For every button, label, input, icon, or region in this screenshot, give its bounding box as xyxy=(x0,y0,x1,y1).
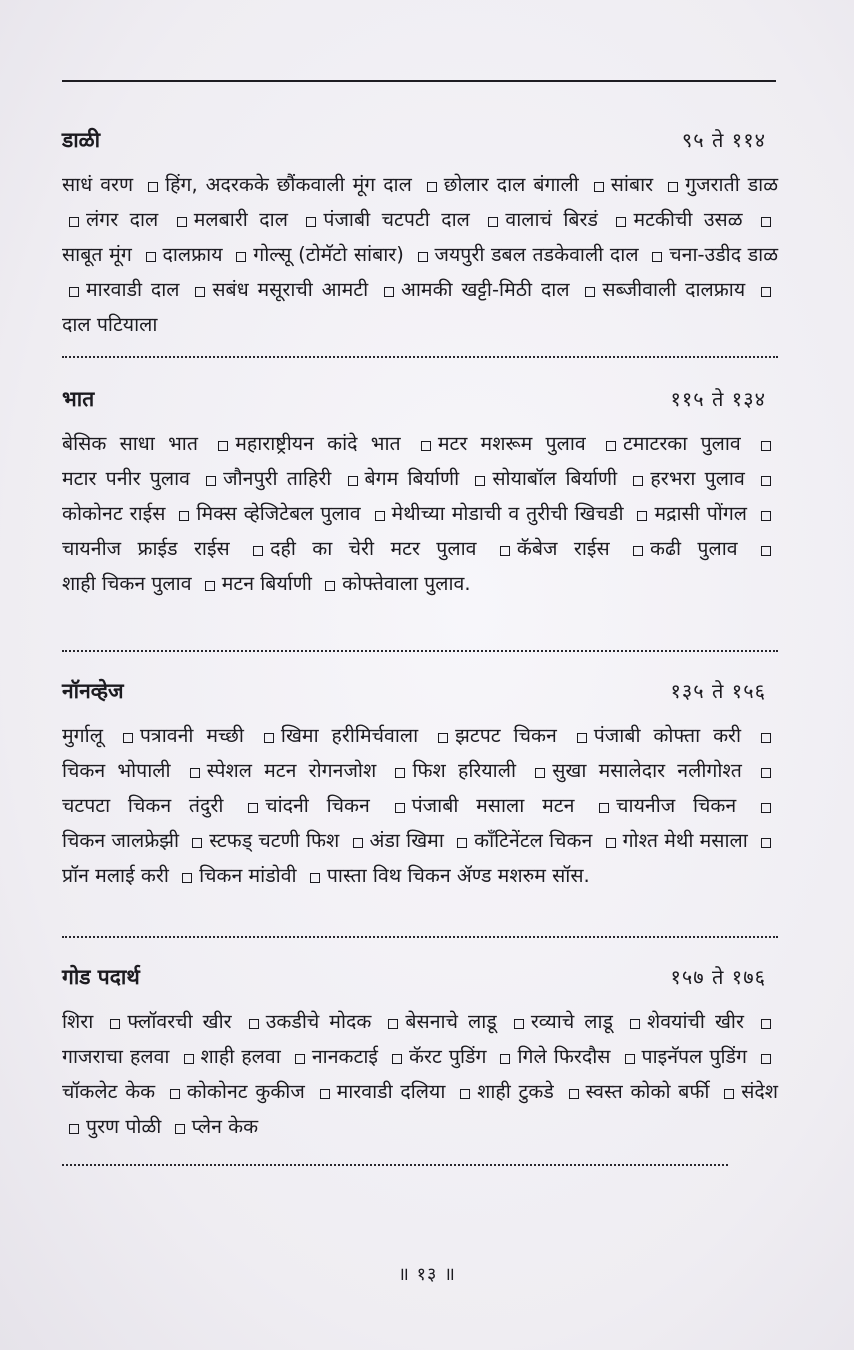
square-bullet-icon xyxy=(535,768,545,778)
recipe-item: जयपुरी डबल तडकेवाली दाल xyxy=(434,243,639,266)
recipe-list xyxy=(62,1004,778,1144)
square-bullet-icon xyxy=(175,1124,185,1134)
section-nonveg xyxy=(62,676,778,893)
recipe-item: कोफ्तेवाला पुलाव xyxy=(342,572,465,595)
recipe-item: कढी पुलाव xyxy=(650,537,738,560)
square-bullet-icon xyxy=(761,733,771,743)
recipe-item: हिंग, अदरकके छौंकवाली मूंग दाल xyxy=(165,173,412,196)
recipe-item: पत्रावनी मच्छी xyxy=(139,724,244,747)
square-bullet-icon xyxy=(761,803,771,813)
recipe-item: लंगर दाल xyxy=(86,208,159,231)
recipe-item: जौनपुरी ताहिरी xyxy=(223,467,332,490)
recipe-item: पंजाबी चटपटी दाल xyxy=(323,208,470,231)
square-bullet-icon xyxy=(585,287,595,297)
recipe-item: चांदनी चिकन xyxy=(265,794,370,817)
recipe-item: प्रॉन मलाई करी xyxy=(62,864,169,887)
square-bullet-icon xyxy=(427,182,437,192)
square-bullet-icon xyxy=(253,546,263,556)
recipe-item: चायनीज चिकन xyxy=(616,794,737,817)
square-bullet-icon xyxy=(514,1019,524,1029)
recipe-item: खिमा हरीमिर्चवाला xyxy=(280,724,419,747)
section-page-range: ९५ ते ११४ xyxy=(681,128,766,152)
recipe-item: गुजराती डाळ xyxy=(685,173,779,196)
recipe-item: कॉंटिनेंटल चिकन xyxy=(474,829,593,852)
list-end-punctuation: . xyxy=(464,572,471,595)
square-bullet-icon xyxy=(395,768,405,778)
recipe-item: आमकी खट्टी-मिठी दाल xyxy=(400,278,570,301)
recipe-item: मटर मशरूम पुलाव xyxy=(437,432,586,455)
recipe-item: चिकन भोपाली xyxy=(62,759,171,782)
section-page-range: १३५ ते १५६ xyxy=(670,679,766,703)
square-bullet-icon xyxy=(761,476,771,486)
square-bullet-icon xyxy=(195,287,205,297)
square-bullet-icon xyxy=(488,217,498,227)
recipe-item: गोल्सू (टोमॅटो सांबार) xyxy=(253,243,404,266)
recipe-item: रव्याचे लाडू xyxy=(530,1010,613,1033)
recipe-item: महाराष्ट्रीयन कांदे भात xyxy=(235,432,401,455)
square-bullet-icon xyxy=(218,441,228,451)
square-bullet-icon xyxy=(761,768,771,778)
recipe-item: दालफ्राय xyxy=(162,243,223,266)
square-bullet-icon xyxy=(761,217,771,227)
square-bullet-icon xyxy=(460,1089,470,1099)
square-bullet-icon xyxy=(184,1054,194,1064)
square-bullet-icon xyxy=(616,217,626,227)
recipe-item: कोकोनट कुकीज xyxy=(186,1080,305,1103)
recipe-item: नानकटाई xyxy=(311,1045,378,1068)
square-bullet-icon xyxy=(761,441,771,451)
dotted-divider xyxy=(62,356,778,358)
recipe-item: कोकोनट राईस xyxy=(62,502,166,525)
section-title: भात xyxy=(62,387,95,411)
square-bullet-icon xyxy=(348,476,358,486)
recipe-item: चटपटा चिकन तंदुरी xyxy=(62,794,224,817)
recipe-item: बेसनाचे लाडू xyxy=(405,1010,497,1033)
square-bullet-icon xyxy=(421,441,431,451)
recipe-item: पंजाबी कोफ्ता करी xyxy=(593,724,742,747)
recipe-item: पास्ता विथ चिकन ॲण्ड मशरुम सॉस xyxy=(326,864,584,887)
square-bullet-icon xyxy=(320,1089,330,1099)
dotted-divider xyxy=(62,650,778,652)
square-bullet-icon xyxy=(310,873,320,883)
square-bullet-icon xyxy=(306,217,316,227)
square-bullet-icon xyxy=(606,838,616,848)
square-bullet-icon xyxy=(652,252,662,262)
recipe-item: मटकीची उसळ xyxy=(633,208,743,231)
list-end-punctuation: . xyxy=(583,864,590,887)
square-bullet-icon xyxy=(206,476,216,486)
square-bullet-icon xyxy=(384,287,394,297)
recipe-item: शाही हलवा xyxy=(200,1045,281,1068)
square-bullet-icon xyxy=(388,1019,398,1029)
square-bullet-icon xyxy=(146,252,156,262)
square-bullet-icon xyxy=(69,217,79,227)
square-bullet-icon xyxy=(182,873,192,883)
square-bullet-icon xyxy=(148,182,158,192)
square-bullet-icon xyxy=(190,768,200,778)
square-bullet-icon xyxy=(438,733,448,743)
recipe-list xyxy=(62,167,778,342)
square-bullet-icon xyxy=(395,803,405,813)
square-bullet-icon xyxy=(633,476,643,486)
square-bullet-icon xyxy=(457,838,467,848)
square-bullet-icon xyxy=(724,1089,734,1099)
square-bullet-icon xyxy=(192,838,202,848)
recipe-item: सांबार xyxy=(610,173,654,196)
square-bullet-icon xyxy=(630,1019,640,1029)
recipe-item: दाल पटियाला xyxy=(62,313,158,336)
recipe-item: पाइनॅपल पुडिंग xyxy=(641,1045,747,1068)
recipe-item: सोयाबॉल बिर्याणी xyxy=(492,467,618,490)
recipe-item: चायनीज फ्राईड राईस xyxy=(62,537,230,560)
section-sweets xyxy=(62,962,778,1144)
recipe-item: फ्लॉवरची खीर xyxy=(127,1010,232,1033)
recipe-item: चिकन जालफ्रेझी xyxy=(62,829,180,852)
recipe-item: दही का चेरी मटर पुलाव xyxy=(270,537,477,560)
recipe-item: बेगम बिर्याणी xyxy=(364,467,460,490)
top-rule xyxy=(62,80,776,82)
square-bullet-icon xyxy=(599,803,609,813)
square-bullet-icon xyxy=(577,733,587,743)
recipe-list xyxy=(62,718,778,893)
recipe-item: सुखा मसालेदार नलीगोश्त xyxy=(552,759,742,782)
square-bullet-icon xyxy=(761,1019,771,1029)
square-bullet-icon xyxy=(625,1054,635,1064)
recipe-item: स्पेशल मटन रोगनजोश xyxy=(206,759,377,782)
recipe-item: टमाटरका पुलाव xyxy=(622,432,741,455)
section-page-range: ११५ ते १३४ xyxy=(670,387,766,411)
recipe-item: कॅरट पुडिंग xyxy=(409,1045,487,1068)
square-bullet-icon xyxy=(295,1054,305,1064)
recipe-item: हरभरा पुलाव xyxy=(650,467,745,490)
square-bullet-icon xyxy=(69,287,79,297)
square-bullet-icon xyxy=(236,252,246,262)
recipe-item: उकडीचे मोदक xyxy=(265,1010,372,1033)
recipe-item: गोश्त मेथी मसाला xyxy=(622,829,748,852)
recipe-item: स्वस्त कोको बर्फी xyxy=(585,1080,710,1103)
recipe-item: शाही चिकन पुलाव xyxy=(62,572,192,595)
square-bullet-icon xyxy=(353,838,363,848)
square-bullet-icon xyxy=(633,546,643,556)
square-bullet-icon xyxy=(249,1019,259,1029)
square-bullet-icon xyxy=(179,511,189,521)
recipe-item: चिकन मांडोवी xyxy=(199,864,297,887)
recipe-item: मलबारी दाल xyxy=(193,208,288,231)
recipe-item: गाजराचा हलवा xyxy=(62,1045,170,1068)
recipe-item: फिश हरियाली xyxy=(412,759,517,782)
recipe-item: पंजाबी मसाला मटन xyxy=(411,794,575,817)
square-bullet-icon xyxy=(248,803,258,813)
square-bullet-icon xyxy=(177,217,187,227)
square-bullet-icon xyxy=(761,511,771,521)
square-bullet-icon xyxy=(761,1054,771,1064)
square-bullet-icon xyxy=(569,1089,579,1099)
square-bullet-icon xyxy=(375,511,385,521)
square-bullet-icon xyxy=(594,182,604,192)
recipe-item: अंडा खिमा xyxy=(369,829,444,852)
recipe-item: मुर्गालू xyxy=(62,724,103,747)
section-header xyxy=(62,676,778,714)
square-bullet-icon xyxy=(418,252,428,262)
section-header xyxy=(62,125,778,163)
recipe-item: चॉकलेट केक xyxy=(62,1080,156,1103)
square-bullet-icon xyxy=(761,287,771,297)
square-bullet-icon xyxy=(69,1124,79,1134)
square-bullet-icon xyxy=(637,511,647,521)
recipe-item: चना-उडीद डाळ xyxy=(669,243,779,266)
recipe-item: बेसिक साधा भात xyxy=(62,432,198,455)
recipe-item: साबूत मूंग xyxy=(62,243,132,266)
square-bullet-icon xyxy=(264,733,274,743)
section-title: गोड पदार्थ xyxy=(62,965,140,989)
section-header xyxy=(62,384,778,422)
recipe-item: गिले फिरदौस xyxy=(517,1045,611,1068)
square-bullet-icon xyxy=(761,838,771,848)
square-bullet-icon xyxy=(668,182,678,192)
recipe-item: प्लेन केक xyxy=(191,1115,259,1138)
square-bullet-icon xyxy=(500,1054,510,1064)
square-bullet-icon xyxy=(110,1019,120,1029)
square-bullet-icon xyxy=(475,476,485,486)
recipe-item: मटार पनीर पुलाव xyxy=(62,467,190,490)
recipe-item: मारवाडी दाल xyxy=(86,278,180,301)
square-bullet-icon xyxy=(325,581,335,591)
recipe-item: संदेश xyxy=(741,1080,779,1103)
section-header xyxy=(62,962,778,1000)
square-bullet-icon xyxy=(123,733,133,743)
recipe-item: झटपट चिकन xyxy=(455,724,557,747)
square-bullet-icon xyxy=(205,581,215,591)
square-bullet-icon xyxy=(170,1089,180,1099)
square-bullet-icon xyxy=(606,441,616,451)
section-bhat xyxy=(62,384,778,601)
square-bullet-icon xyxy=(392,1054,402,1064)
recipe-item: मद्रासी पोंगल xyxy=(654,502,748,525)
recipe-item: सब्जीवाली दालफ्राय xyxy=(602,278,746,301)
recipe-item: शिरा xyxy=(62,1010,94,1033)
dotted-divider xyxy=(62,1164,728,1166)
recipe-item: वालाचं बिरडं xyxy=(505,208,598,231)
recipe-item: मटन बिर्याणी xyxy=(221,572,312,595)
page-number: ॥ १३ ॥ xyxy=(398,1264,456,1285)
section-title: डाळी xyxy=(62,128,101,152)
recipe-list xyxy=(62,426,778,601)
recipe-item: सबंध मसूराची आमटी xyxy=(212,278,369,301)
square-bullet-icon xyxy=(500,546,510,556)
recipe-item: छोलार दाल बंगाली xyxy=(443,173,579,196)
square-bullet-icon xyxy=(761,546,771,556)
section-title: नॉनव्हेज xyxy=(62,679,124,703)
recipe-item: मेथीच्या मोडाची व तुरीची खिचडी xyxy=(391,502,624,525)
recipe-item: कॅबेज राईस xyxy=(516,537,610,560)
recipe-item: मिक्स व्हेजिटेबल पुलाव xyxy=(196,502,361,525)
recipe-item: शेवयांची खीर xyxy=(647,1010,744,1033)
recipe-item: पुरण पोळी xyxy=(86,1115,162,1138)
section-page-range: १५७ ते १७६ xyxy=(670,965,766,989)
recipe-item: शाही टुकडे xyxy=(477,1080,554,1103)
section-dal xyxy=(62,125,778,342)
recipe-item: स्टफड् चटणी फिश xyxy=(209,829,340,852)
recipe-item: मारवाडी दलिया xyxy=(336,1080,446,1103)
recipe-item: साधं वरण xyxy=(62,173,134,196)
dotted-divider xyxy=(62,936,778,938)
